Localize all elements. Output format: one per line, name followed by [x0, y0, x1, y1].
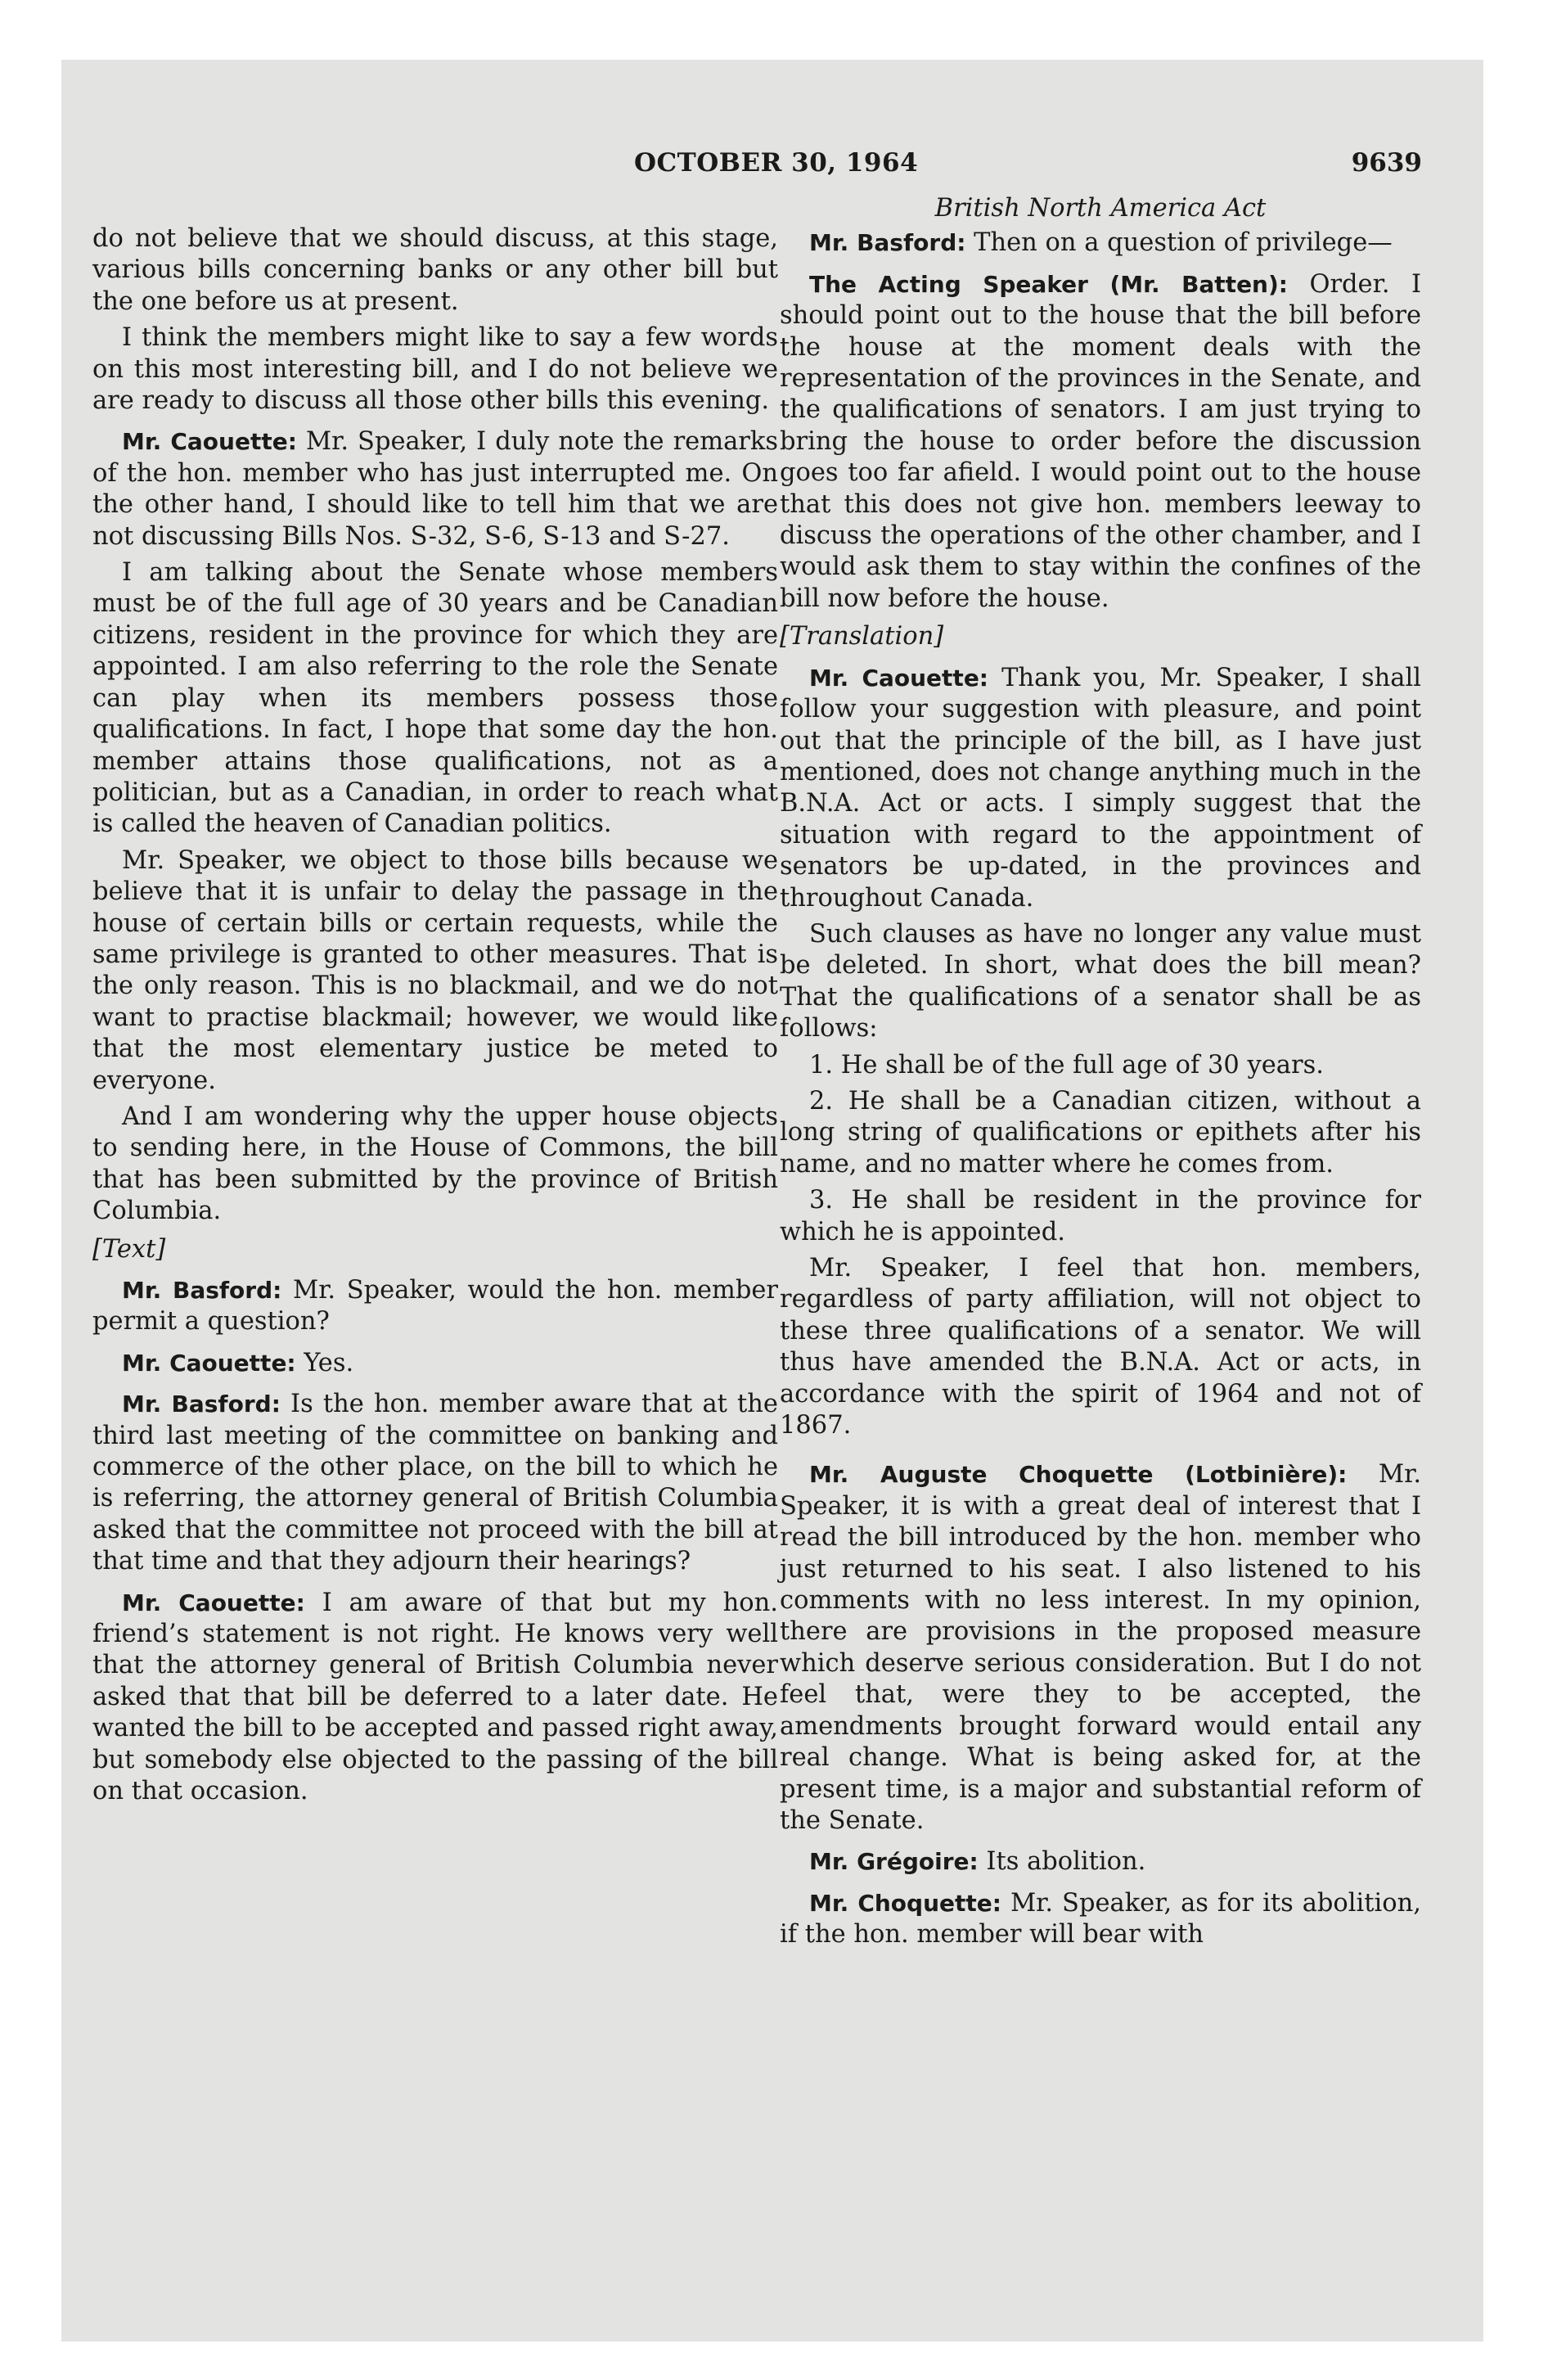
paragraph-text: I am talking about the Senate whose members must be of the full age of 30 years and be Canadian citizens, resident in the province for which they are appointed. I am also referring to the role the Senate can play when its members possess those qualifications. In fact, I hope that some day the hon. member attains those qualifications, not as a politician, but as a Canadian, in order to reach what is called the heaven of Canadian politics.: [92, 558, 778, 839]
body-paragraph: [780, 1253, 1421, 1441]
paragraph-text: 1. He shall be of the full age of 30 years.: [809, 1050, 1324, 1080]
speaker-name: Mr. Basford:: [122, 1391, 281, 1418]
speaker-name: Mr. Caouette:: [809, 664, 989, 692]
speaker-name: Mr. Caouette:: [122, 428, 297, 456]
speech-paragraph: [92, 1389, 778, 1577]
paragraph-text: I am aware of that but my hon. friend’s statement is not right. He knows very well that the attorney general of British Columbia never asked that that bill be deferred to a later date. He wanted the bill to be accepted and passed right away, but somebody else objected to the passing of the bill on that occasion.: [92, 1588, 779, 1806]
speech-paragraph: [780, 1459, 1421, 1837]
speech-paragraph: [92, 1588, 778, 1808]
speaker-name: Mr. Auguste Choquette (Lotbinière):: [809, 1461, 1348, 1489]
page-date-title: OCTOBER 30, 1964: [634, 148, 919, 178]
paragraph-text: Mr. Speaker, I feel that hon. members, regardless of party affiliation, will not object to these three qualifications of a senator. We will thus have amended the B.N.A. Act or acts, in accordance with the spirit of 1964 and not of 1867.: [780, 1254, 1421, 1440]
body-paragraph: [92, 1102, 778, 1228]
speaker-name: Mr. Caouette:: [122, 1589, 305, 1616]
paragraph-text: do not believe that we should discuss, at this stage, various bills concerning banks or any other bill but the one before us at present.: [92, 224, 778, 316]
paragraph-text: 3. He shall be resident in the province for which he is appointed.: [780, 1186, 1421, 1246]
body-paragraph: [780, 1086, 1421, 1180]
speaker-name: Mr. Grégoire:: [809, 1848, 979, 1876]
paragraph-text: I think the members might like to say a few words on this most interesting bill, and I do not believe we are ready to discuss all those other bills this evening.: [92, 323, 778, 416]
paragraph-text: Its abolition.: [986, 1847, 1146, 1877]
document-page: [61, 60, 1483, 2342]
page-header: [61, 148, 1483, 197]
body-paragraph: [92, 557, 778, 841]
speech-paragraph: [780, 269, 1421, 615]
speech-paragraph: [92, 426, 778, 552]
paragraph-text: Mr. Speaker, it is with a great deal of interest that I read the bill introduced by the hon. member who just returned to his seat. I also listened to his comments with no less interest. In my opinion, there are provisions in the proposed measure which deserve serious consideration. But I do not feel that, were they to be accepted, the amendments brought forward would entail any real change. What is being asked for, at the present time, is a major and substantial reform of the Senate.: [780, 1460, 1422, 1835]
paragraph-text: Yes.: [304, 1348, 354, 1377]
body-paragraph: [92, 322, 778, 417]
body-paragraph: [780, 1050, 1421, 1081]
paragraph-text: Then on a question of privilege—: [974, 228, 1393, 258]
paragraph-text: Thank you, Mr. Speaker, I shall follow your suggestion with pleasure, and point out that the principle of the bill, as I have just mentioned, does not change anything much in the B.N.A. Act or acts. I simply suggest that the situation with regard to the appointment of senators be up-dated, in the provinces and throughout Canada.: [780, 663, 1421, 913]
speaker-name: Mr. Choquette:: [809, 1889, 1001, 1917]
body-paragraph: [92, 845, 778, 1097]
translation-marker: [Translation]: [780, 622, 944, 651]
speech-paragraph: [780, 228, 1421, 259]
speaker-name: Mr. Basford:: [122, 1277, 282, 1304]
paragraph-text: Order. I should point out to the house that the bill before the house at the moment deals with the representation of the provinces in the Senate, and the qualifications of senators. I am just trying to bring the house to order before the discussion goes too far afield. I would point out to the house that this does not give hon. members leeway to discuss the operations of the other chamber, and I would ask them to stay within the confines of the bill now before the house.: [780, 269, 1422, 613]
speaker-name: Mr. Caouette:: [122, 1349, 296, 1377]
body-paragraph: [780, 1185, 1421, 1248]
paragraph-text: Mr. Speaker, would the hon. member permit a question?: [92, 1276, 779, 1336]
paragraph-text: Mr. Speaker, I duly note the remarks of the hon. member who has just interrupted me. On the other hand, I should like to tell him that we are not discussing Bills Nos. S-32, S-6, S-13 and S-27.: [92, 427, 779, 551]
paragraph-text: Mr. Speaker, as for its abolition, if the hon. member will bear with: [780, 1888, 1421, 1950]
body-paragraph: [780, 919, 1421, 1045]
speech-paragraph: [92, 1275, 778, 1338]
speaker-name: The Acting Speaker (Mr. Batten):: [809, 270, 1288, 298]
paragraph-text: Such clauses as have no longer any value must be deleted. In short, what does the bill mean? That the qualifications of a senator shall be as follows:: [780, 919, 1421, 1044]
translation-marker: [Text]: [92, 1234, 166, 1264]
paragraph-text: Mr. Speaker, we object to those bills because we believe that it is unfair to delay the passage in the house of certain bills or certain requests, while the same privilege is granted to other measures. That is the only reason. This is no blackmail, and we do not want to practise blackmail; however, we would like that the most elementary justice be meted to everyone.: [92, 845, 778, 1095]
right-column: [780, 193, 1421, 1956]
speech-paragraph: [92, 1348, 778, 1379]
paragraph-text: 2. He shall be a Canadian citizen, without a long string of qualifications or epithets after his name, and no matter where he comes from.: [780, 1086, 1421, 1179]
body-paragraph: [92, 223, 778, 318]
speech-paragraph: [780, 1888, 1421, 1951]
left-column: [92, 223, 778, 1813]
paragraph-text: And I am wondering why the upper house objects to sending here, in the House of Commons, the bill that has been submitted by the province of British Columbia.: [92, 1102, 778, 1226]
right-column-body: [780, 228, 1421, 1950]
paragraph-text: Is the hon. member aware that at the third last meeting of the committee on banking and commerce of the other place, on the bill to which he is referring, the attorney general of British Columbia asked that the committee not proceed with the bill at that time and that they adjourn their hearings?: [92, 1390, 778, 1576]
speech-paragraph: [780, 663, 1421, 914]
speech-paragraph: [780, 1846, 1421, 1877]
section-title: British North America Act: [934, 194, 1267, 223]
page-number: 9639: [1351, 148, 1422, 178]
speaker-name: Mr. Basford:: [809, 229, 966, 257]
